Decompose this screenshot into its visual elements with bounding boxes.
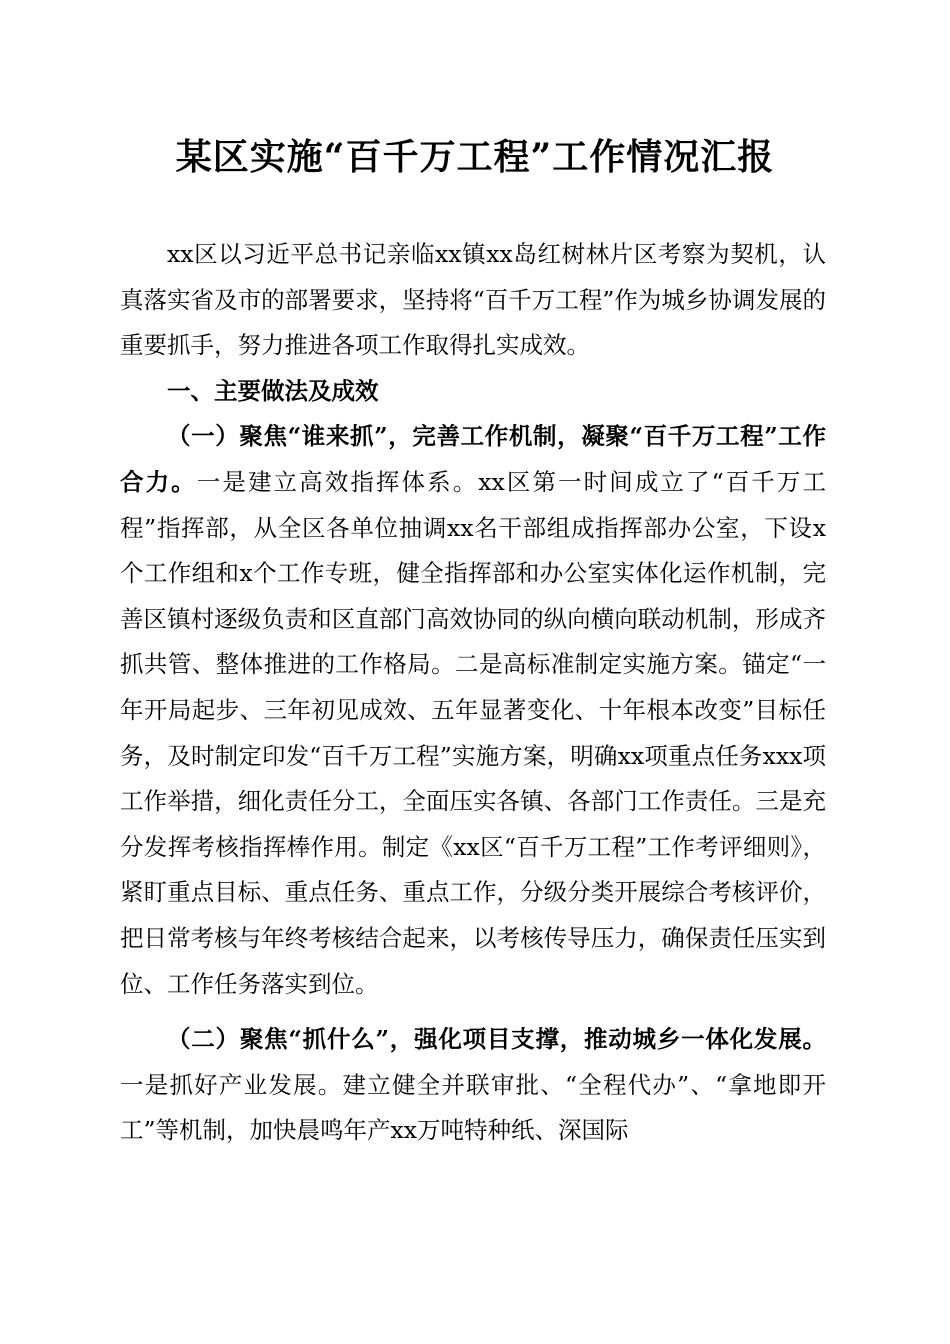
document-title: 某区实施“百千万工程”工作情况汇报 bbox=[175, 136, 775, 178]
document-body bbox=[120, 232, 826, 1154]
subsection-2-text: 一是抓好产业发展。建立健全并联审批、“全程代办”、“拿地即开工”等机制，加快晨鸣年产xx万吨特种纸、深国际 bbox=[120, 1070, 826, 1145]
subsection-1-paragraph bbox=[120, 414, 826, 1007]
section-heading-main-measures: 一、主要做法及成效 bbox=[167, 376, 379, 405]
subsection-2-lead: （二）聚焦“抓什么”，强化项目支撑，推动城乡一体化发展。 bbox=[167, 1025, 826, 1054]
subsection-1-text: 一是建立高效指挥体系。xx区第一时间成立了“百千万工程”指挥部，从全区各单位抽调xx名干部组成指挥部办公室，下设x个工作组和x个工作专班，健全指挥部和办公室实体化运作机制，完善区镇村逐级负责和区直部门高效协同的纵向横向联动机制，形成齐抓共管、整体推进的工作格局。二是高标准制定实施方案。锚定“一年开局起步、三年初见成效、五年显著变化、十年根本改变”目标任务，及时制定印发“百千万工程”实施方案，明确xx项重点任务xxx项工作举措，细化责任分工，全面压实各镇、各部门工作责任。三是充分发挥考核指挥棒作用。制定《xx区“百千万工程”工作考评细则》，紧盯重点目标、重点任务、重点工作，分级分类开展综合考核评价，把日常考核与年终考核结合起来，以考核传导压力，确保责任压实到位、工作任务落实到位。 bbox=[120, 467, 826, 998]
intro-paragraph: xx区以习近平总书记亲临xx镇xx岛红树林片区考察为契机，认真落实省及市的部署要求，坚持将“百千万工程”作为城乡协调发展的重要抓手，努力推进各项工作取得扎实成效。 bbox=[120, 240, 826, 360]
subsection-1-lead: （一）聚焦“谁来抓”，完善工作机制，凝聚“百千万工程”工作合力。 bbox=[120, 422, 826, 496]
subsection-2-paragraph bbox=[120, 1017, 826, 1154]
